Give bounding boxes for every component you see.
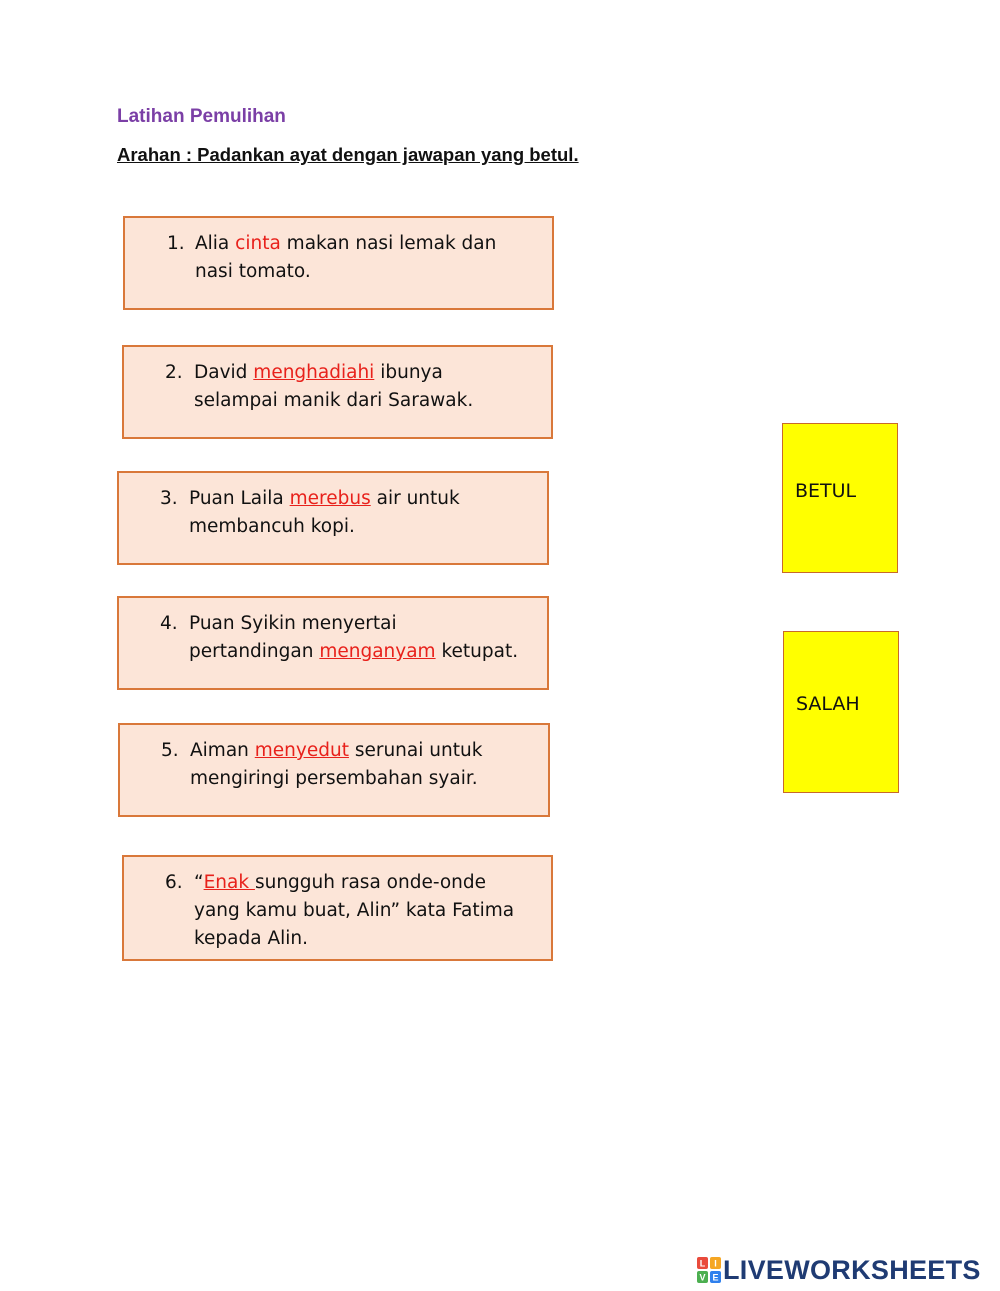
svg-text:E: E [712,1272,719,1283]
highlighted-word: merebus [289,488,371,509]
sentence-text: “Enak sungguh rasa onde-onde yang kamu buat, Alin” kata Fatima kepada Alin. [194,872,515,949]
sentence-text: Puan Syikin menyertai pertandingan menganyam ketupat. [189,613,519,662]
sentence-box-3[interactable] [117,471,549,565]
instruction-text: Arahan : Padankan ayat dengan jawapan yang betul. [117,144,579,165]
answer-label-betul: BETUL [795,480,857,502]
svg-text:V: V [699,1272,706,1283]
sentence-text: Aiman menyedut serunai untuk mengiringi persembahan syair. [190,740,483,789]
svg-text:L: L [699,1258,706,1269]
item-number: 5. [161,740,179,761]
highlighted-word: menghadiahi [253,362,375,383]
sentence-text: Alia cinta makan nasi lemak dan nasi tomato. [195,233,497,282]
highlighted-word: cinta [235,233,281,254]
item-number: 4. [160,613,178,634]
item-number: 1. [167,233,185,254]
liveworksheets-logo-icon [697,1257,721,1283]
sentence-box-4[interactable] [117,596,549,690]
answer-label-salah: SALAH [796,693,860,715]
liveworksheets-logo-text: LIVEWORKSHEETS [723,1255,981,1285]
sentence-box-2[interactable] [122,345,553,439]
highlighted-word: menganyam [319,641,436,662]
item-number: 6. [165,872,183,893]
sentence-box-1[interactable] [123,216,554,310]
answer-box-betul[interactable] [782,423,898,573]
sentence-text: David menghadiahi ibunya selampai manik dari Sarawak. [194,362,474,411]
svg-text:I: I [714,1258,717,1269]
answer-box-salah[interactable] [783,631,899,793]
sentence-box-6[interactable] [122,855,553,961]
page-title: Latihan Pemulihan [117,106,286,127]
highlighted-word: menyedut [254,740,349,761]
item-number: 2. [165,362,183,383]
item-number: 3. [160,488,178,509]
liveworksheets-logo [697,1254,997,1288]
sentence-box-5[interactable] [118,723,550,817]
highlighted-word: Enak [203,872,255,893]
sentence-text: Puan Laila merebus air untuk membancuh kopi. [189,488,460,537]
